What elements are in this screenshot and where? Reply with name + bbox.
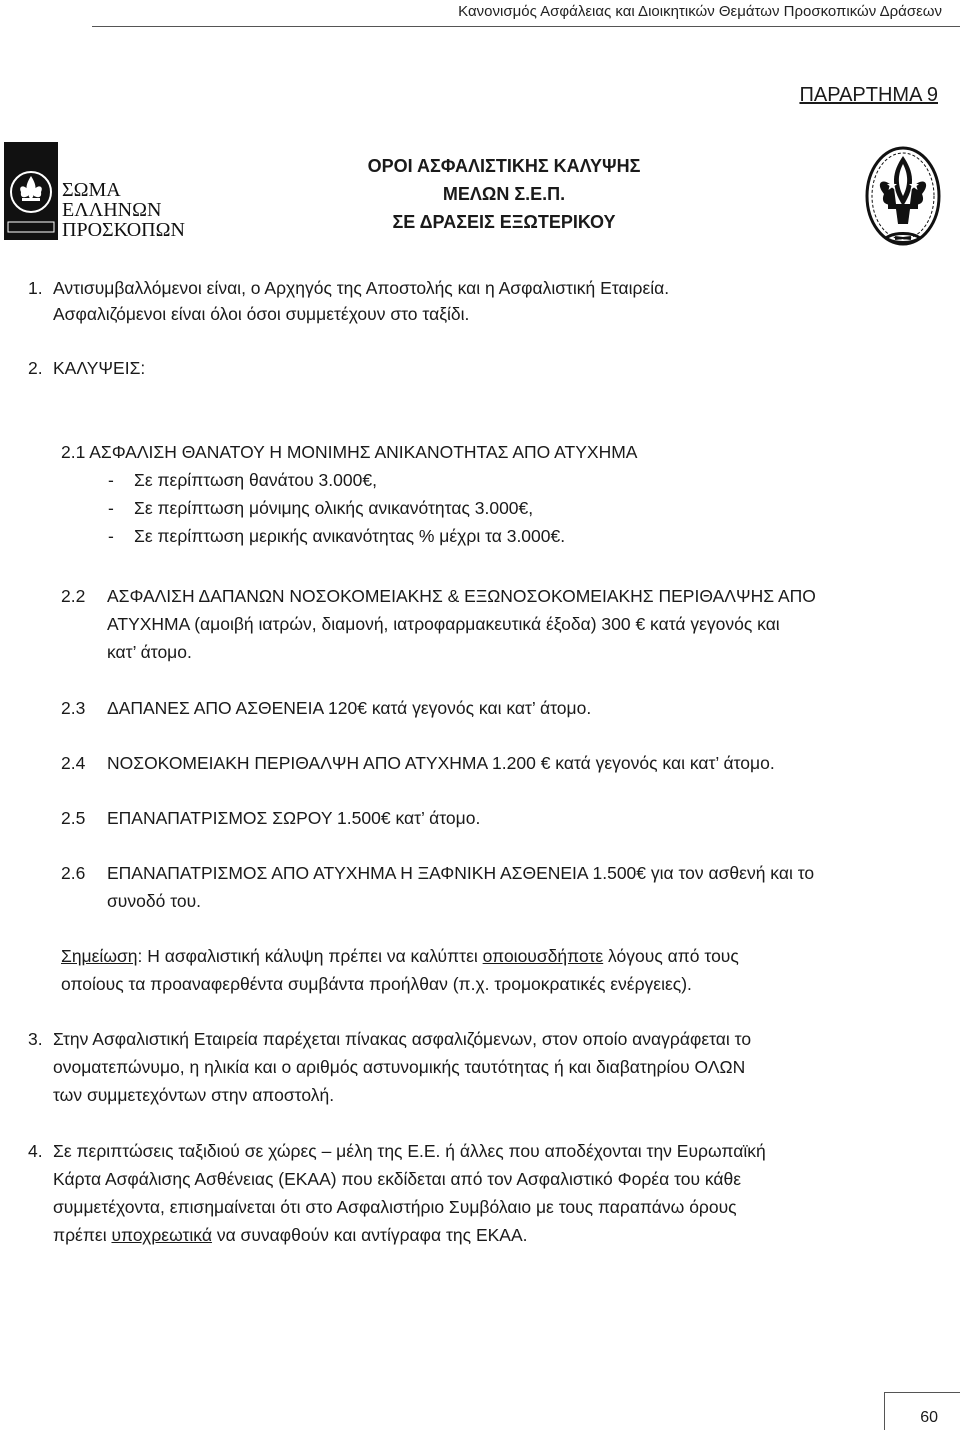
- section1-number: 1.: [28, 278, 43, 298]
- item-2-4-number: 2.4: [61, 753, 86, 773]
- note-line1: [61, 944, 739, 968]
- section3-line2: ονοματεπώνυμο, η ηλικία και ο αριθμός αστυνομικής ταυτότητας ή και διαβατηρίου ΟΛΩΝ: [53, 1057, 746, 1077]
- page-number: 60: [920, 1409, 938, 1426]
- doc-title-line2: ΜΕΛΩΝ Σ.Ε.Π.: [442, 184, 566, 204]
- item-2-2-line1: ΑΣΦΑΛΙΣΗ ΔΑΠΑΝΩΝ ΝΟΣΟΚΟΜΕΙΑΚΗΣ & ΕΞΩΝΟΣΟΚΟΜΕΙΑΚΗΣ ΠΕΡΙΘΑΛΨΗΣ ΑΠΟ: [107, 586, 816, 606]
- section4-line3: συμμετέχοντα, επισημαίνεται ότι στο Ασφαλιστήριο Συμβόλαιο με τους παραπάνω όρους: [53, 1197, 737, 1217]
- doc-title-line1: ΟΡΟΙ ΑΣΦΑΛΙΣΤΙΚΗΣ ΚΑΛΥΨΗΣ: [367, 156, 641, 176]
- item-2-5-text: ΕΠΑΝΑΠΑΤΡΙΣΜΟΣ ΣΩΡΟΥ 1.500€ κατ’ άτομο.: [107, 808, 481, 828]
- item-2-3-number: 2.3: [61, 698, 86, 718]
- bullet-item: Σε περίπτωση θανάτου 3.000€,: [134, 470, 377, 490]
- section4-line4-part1: πρέπει: [53, 1225, 112, 1245]
- logo-text-line3: ΠΡΟΣΚΟΠΩΝ: [62, 219, 185, 241]
- bullet-dash: -: [108, 470, 114, 490]
- item-2-2-line3: κατ’ άτομο.: [107, 642, 192, 662]
- section2-heading: ΚΑΛΥΨΕΙΣ:: [53, 358, 146, 378]
- running-header: Κανονισμός Ασφάλειας και Διοικητικών Θεμάτων Προσκοπικών Δράσεων: [458, 3, 942, 20]
- item-2-1-text: ΑΣΦΑΛΙΣΗ ΘΑΝΑΤΟΥ Η ΜΟΝΙΜΗΣ ΑΝΙΚΑΝΟΤΗΤΑΣ ΑΠΟ ΑΤΥΧΗΜΑ: [89, 442, 638, 462]
- section4-line4-part2: να συναφθούν και αντίγραφα της ΕΚΑΑ.: [211, 1225, 528, 1245]
- section3-line3: των συμμετεχόντων στην αποστολή.: [53, 1085, 335, 1105]
- note-label: Σημείωση: [61, 946, 138, 966]
- bullet-item: Σε περίπτωση μερικής ανικανότητας % μέχρι τα 3.000€.: [134, 526, 566, 546]
- item-2-6-number: 2.6: [61, 863, 86, 883]
- section4-number: 4.: [28, 1141, 43, 1161]
- section1-line1: Αντισυμβαλλόμενοι είναι, ο Αρχηγός της Αποστολής και η Ασφαλιστική Εταιρεία.: [53, 278, 670, 298]
- item-2-3-text: ΔΑΠΑΝΕΣ ΑΠΟ ΑΣΘΕΝΕΙΑ 120€ κατά γεγονός και κατ’ άτομο.: [107, 698, 592, 718]
- section2-number: 2.: [28, 358, 43, 378]
- logo-text-line2: ΕΛΛΗΝΩΝ: [62, 199, 162, 221]
- doc-title-line3: ΣΕ ΔΡΑΣΕΙΣ ΕΞΩΤΕΡΙΚΟΥ: [392, 212, 616, 232]
- section3-number: 3.: [28, 1029, 43, 1049]
- item-2-4-text: ΝΟΣΟΚΟΜΕΙΑΚΗ ΠΕΡΙΘΑΛΨΗ ΑΠΟ ΑΤΥΧΗΜΑ 1.200 € κατά γεγονός και κατ’ άτομο.: [107, 753, 775, 773]
- item-2-1-number: 2.1: [61, 442, 86, 462]
- section4-emphasis: υποχρεωτικά: [111, 1225, 212, 1245]
- note-part1: Η ασφαλιστική κάλυψη πρέπει να καλύπτει: [142, 946, 483, 966]
- section4-line1: Σε περιπτώσεις ταξιδιού σε χώρες – μέλη της Ε.Ε. ή άλλες που αποδέχονται την Ευρωπαϊκή: [53, 1141, 766, 1161]
- item-2-6-line2: συνοδό του.: [107, 891, 202, 911]
- note-colon: :: [137, 946, 143, 966]
- item-2-1-title: [61, 440, 637, 464]
- note-emphasis: οποιουσδήποτε: [482, 946, 604, 966]
- bullet-dash: -: [108, 498, 114, 518]
- note-line2: οποίους τα προαναφερθέντα συμβάντα προήλθαν (π.χ. τρομοκρατικές ενέργειες).: [61, 974, 692, 994]
- item-2-5-number: 2.5: [61, 808, 86, 828]
- section3-line1: Στην Ασφαλιστική Εταιρεία παρέχεται πίνακας ασφαλιζόμενων, στον οποίο αναγράφεται το: [53, 1029, 752, 1049]
- section4-line4: [53, 1223, 528, 1247]
- item-2-2-line2: ΑΤΥΧΗΜΑ (αμοιβή ιατρών, διαμονή, ιατροφαρμακευτικά έξοδα) 300 € κατά γεγονός και: [107, 614, 780, 634]
- item-2-6-line1: ΕΠΑΝΑΠΑΤΡΙΣΜΟΣ ΑΠΟ ΑΤΥΧΗΜΑ Η ΞΑΦΝΙΚΗ ΑΣΘΕΝΕΙΑ 1.500€ για τον ασθενή και το: [107, 863, 815, 883]
- bullet-dash: -: [108, 526, 114, 546]
- note-part2: λόγους από τους: [603, 946, 739, 966]
- bullet-item: Σε περίπτωση μόνιμης ολικής ανικανότητας 3.000€,: [134, 498, 534, 518]
- section4-line2: Κάρτα Ασφάλισης Ασθένειας (ΕΚΑΑ) που εκδίδεται από τον Ασφαλιστικό Φορέα του κάθε: [53, 1169, 742, 1189]
- section1-line2: Ασφαλιζόμενοι είναι όλοι όσοι συμμετέχουν στο ταξίδι.: [53, 304, 470, 324]
- appendix-label: ΠΑΡΑΡΤΗΜΑ 9: [799, 84, 938, 106]
- item-2-2-number: 2.2: [61, 586, 86, 606]
- logo-text-line1: ΣΩΜΑ: [62, 179, 121, 201]
